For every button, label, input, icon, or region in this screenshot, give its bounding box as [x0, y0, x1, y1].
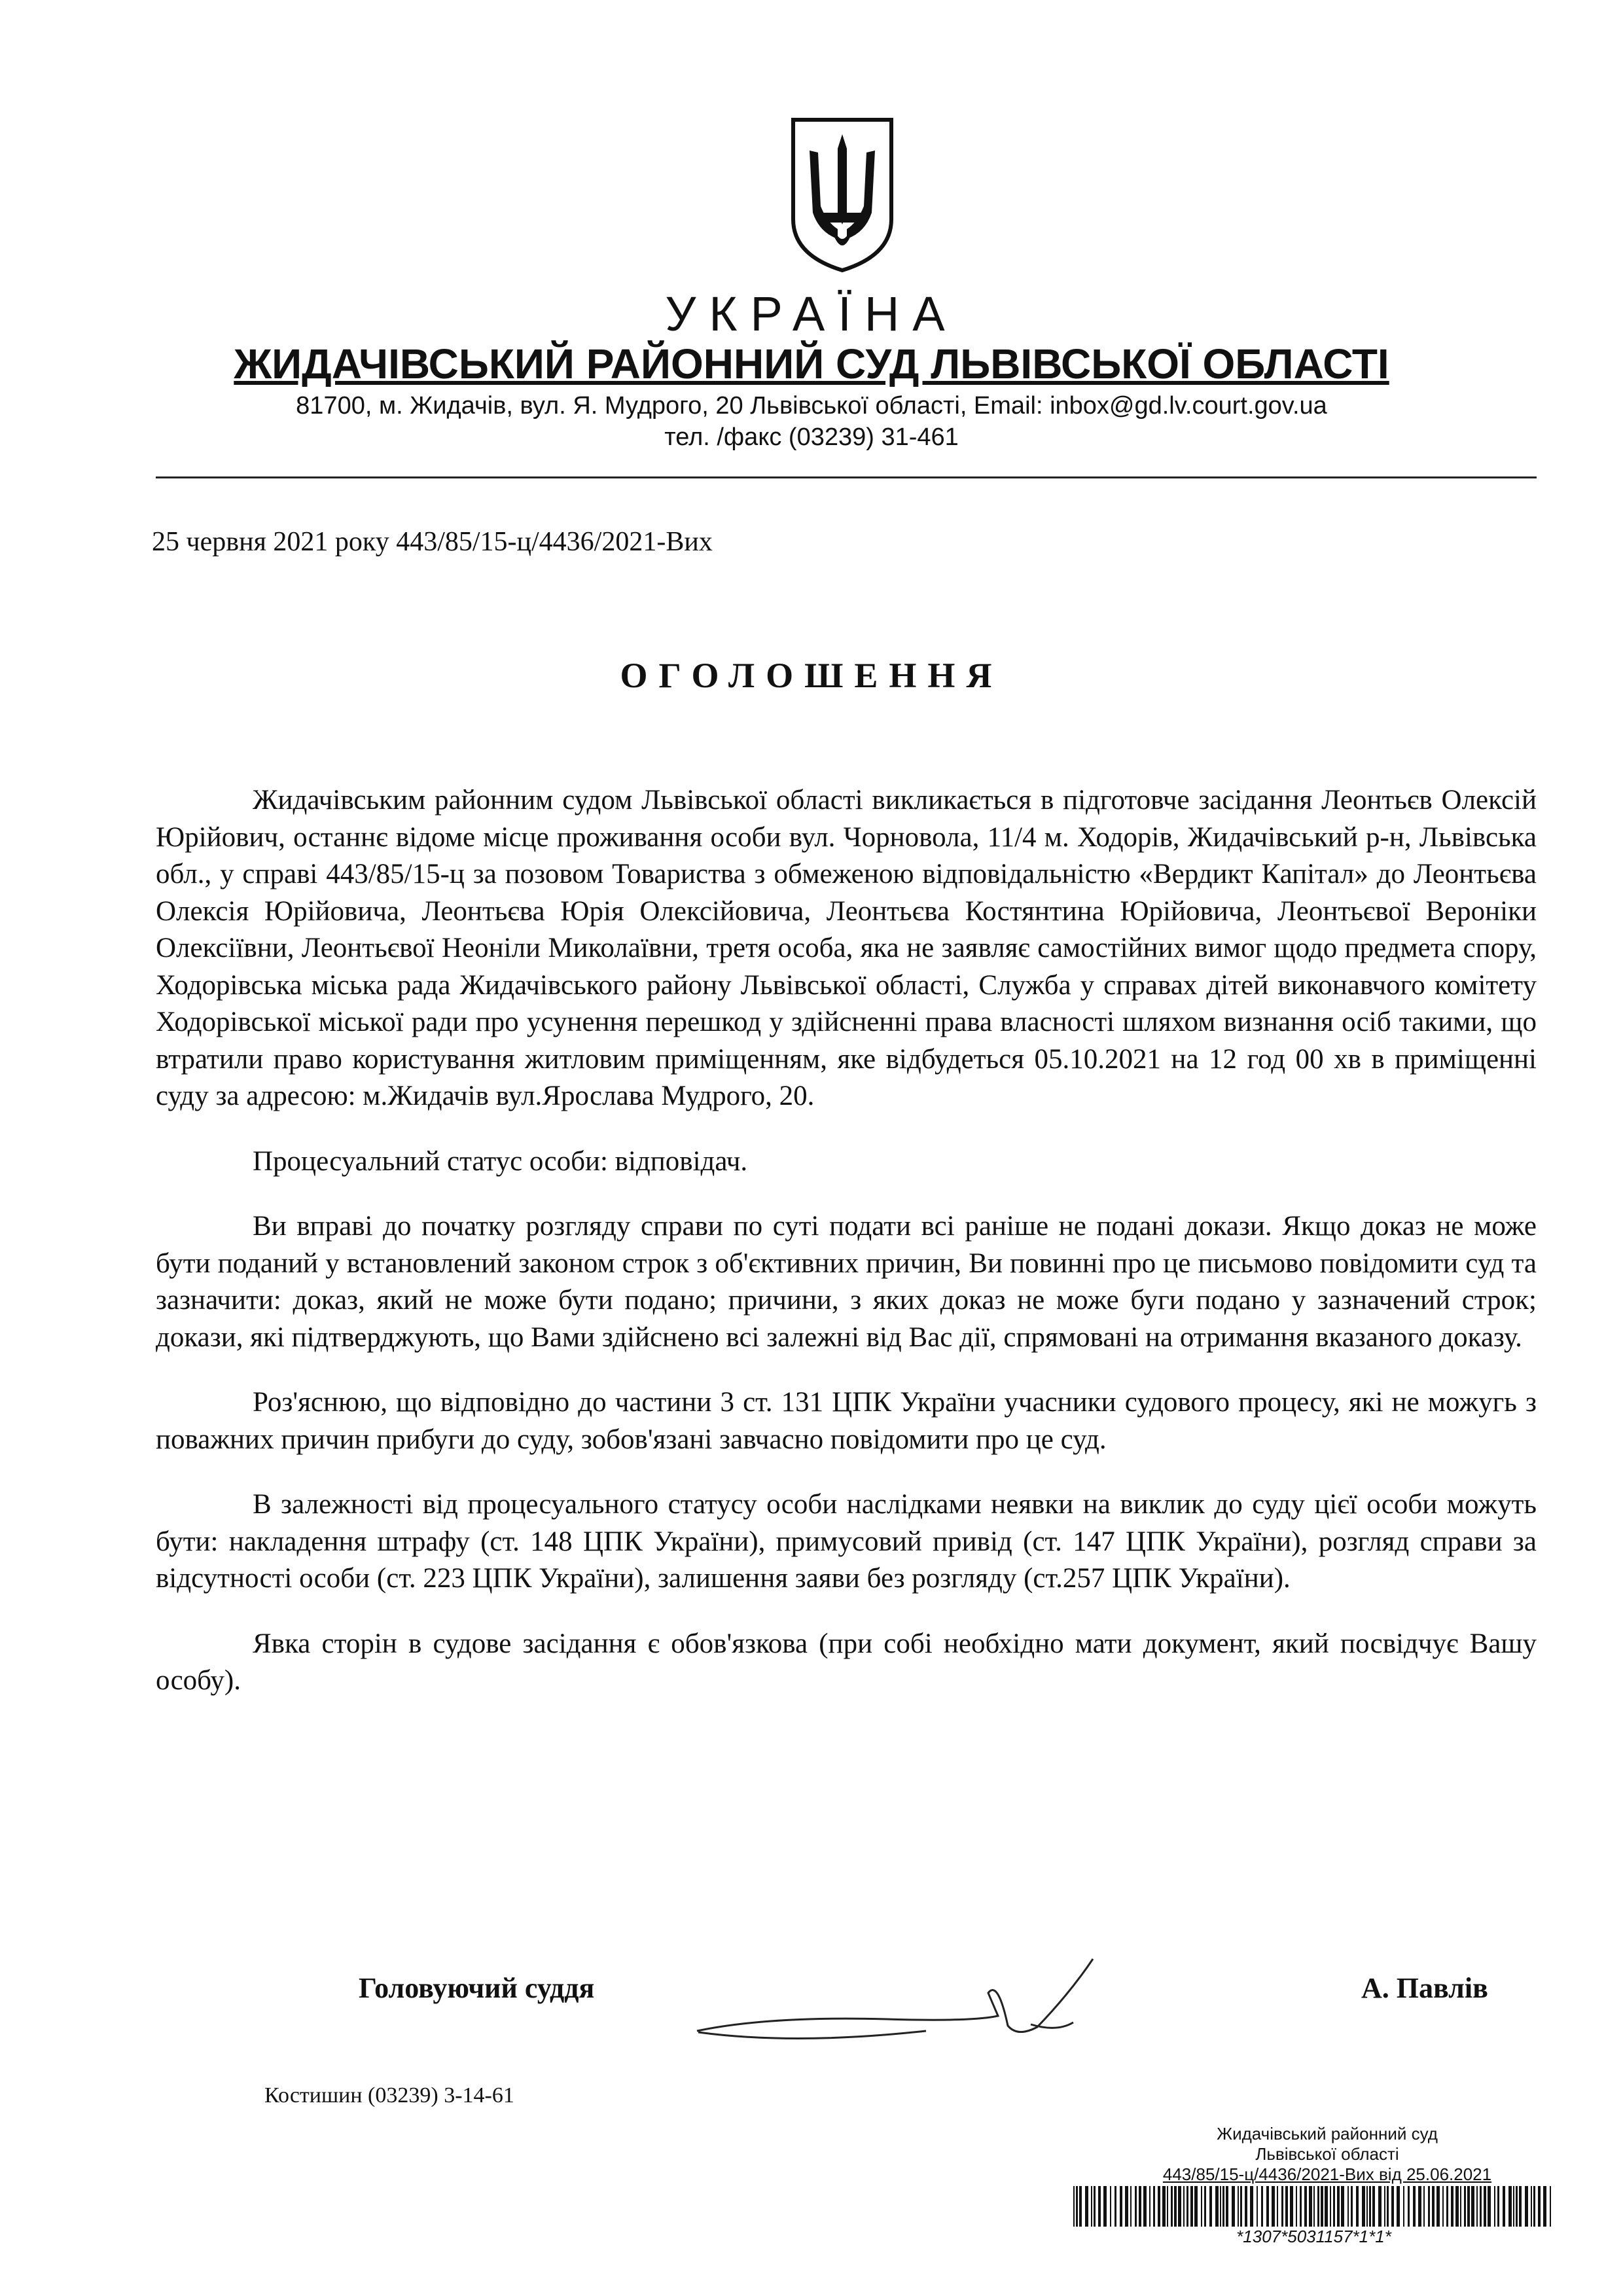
country-name: УКРАЇНА — [665, 287, 958, 341]
signature-role: Головуючий суддя — [359, 1972, 595, 2004]
registration-line-1: Жидачівський районний суд — [1217, 2124, 1438, 2144]
barcode-code: *1307*5031157*1*1* — [1236, 2227, 1391, 2246]
registration-line-2: Львівської області — [1255, 2144, 1399, 2164]
document-body — [156, 782, 1537, 1728]
date-reference: 25 червня 2021 року 443/85/15-ц/4436/2021-Вих — [152, 527, 713, 557]
court-address: 81700, м. Жидачів, вул. Я. Мудрого, 20 Львівської області, Email: inbox@gd.lv.court.gov.ua — [296, 392, 1327, 420]
paragraph-summons: Жидачівським районним судом Львівської області викликається в підготовче засідання Леонтьєв Олексій Юрійович, останнє відоме місце проживання особи вул. Чорновола, 11/4 м. Ходорів, Жидачівський р-н, Львівська обл., у справі 443/85/15-ц за позовом Товариства з обмеженою відповідальністю «Вердикт Капітал» до Леонтьєва Олексія Юрійовича, Леонтьєва Юрія Олексійовича, Леонтьєва Костянтина Юрійовича, Леонтьєвої Вероніки Олексіївни, Леонтьєвої Неоніли Миколаївни, третя особа, яка не заявляє самостійних вимог щодо предмета спору, Ходорівська міська рада Жидачівського району Львівської області, Служба у справах дітей виконавчого комітету Ходорівської міської ради про усунення перешкод у здійсненні права власності шляхом визнання осіб такими, що втратили право користування житловим приміщенням, яке відбудеться 05.10.2021 на 12 год 00 хв в приміщенні суду за адресою: м.Жидачів вул.Ярослава Мудрого, 20. — [156, 785, 1537, 1111]
paragraph-status: Процесуальний статус особи: відповідач. — [253, 1145, 748, 1177]
court-name: ЖИДАЧІВСЬКИЙ РАЙОННИЙ СУД ЛЬВІВСЬКОЇ ОБЛАСТІ — [234, 340, 1389, 387]
barcode-icon — [1073, 2186, 1554, 2227]
registration-stamp — [1118, 2124, 1537, 2185]
handwritten-signature — [690, 1954, 1096, 2055]
executor-contact: Костишин (03239) 3-14-61 — [264, 2083, 514, 2108]
paragraph-notice: Роз'яснюю, що відповідно до частини 3 ст. 131 ЦПК України учасники судового процесу, які не можугь з поважних причин прибуги до суду, зобов'язані завчасно повідомити про це суд. — [156, 1387, 1537, 1455]
paragraph-attendance: Явка сторін в судове засідання є обов'язкова (при собі необхідно мати документ, який посвідчує Вашу особу). — [156, 1628, 1537, 1696]
paragraph-consequences: В залежності від процесуального статусу особи наслідками неявки на виклик до суду цієї особи можуть бути: накладення штрафу (ст. 148 ЦПК України), примусовий привід (ст. 147 ЦПК України), розгляд справи за відсутності особи (ст. 223 ЦПК України), залишення заяви без розгляду (ст.257 ЦПК України). — [156, 1489, 1537, 1594]
paragraph-evidence: Ви вправі до початку розгляду справи по суті подати всі раніше не подані докази. Якщо доказ не може бути поданий у встановлений законом строк з об'єктивних причин, Ви повинні про це письмово повідомити суд та зазначити: доказ, який не може бути подано; причини, з яких доказ не може буги подано у зазначений строк; докази, які підтверджують, що Вами здійснено всі залежні від Вас дії, спрямовані на отримання вказаного доказу. — [156, 1211, 1537, 1353]
registration-line-3: 443/85/15-ц/4436/2021-Вих від 25.06.2021 — [1162, 2164, 1492, 2184]
header-divider — [156, 476, 1537, 478]
court-phone: тел. /факс (03239) 31-461 — [664, 423, 959, 451]
coat-of-arms-icon — [787, 115, 898, 276]
judge-name: А. Павлів — [1361, 1972, 1488, 2004]
document-title: ОГОЛОШЕННЯ — [620, 656, 1003, 695]
